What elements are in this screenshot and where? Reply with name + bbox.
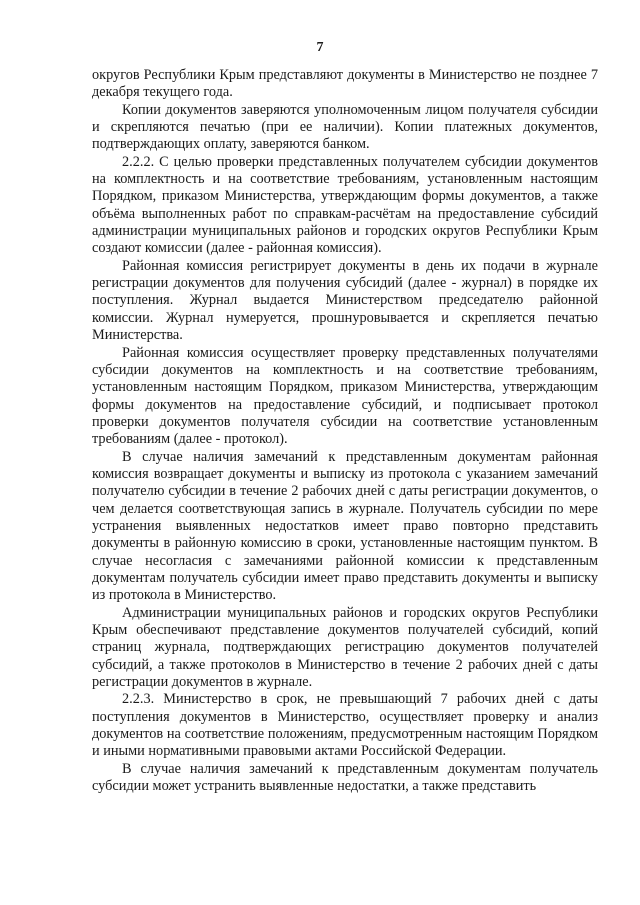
- paragraph: В случае наличия замечаний к представленным документам районная комиссия возвращает документы и выписку из протокола с указанием замечаний получателю субсидии в течение 2 рабочих дней с даты регистрации документов, о чем делается соответствующая запись в журнале. Получатель субсидии по мере устранения выявленных недостатков имеет право повторно представить документы в районную комиссию в сроки, установленные настоящим пунктом. В случае несогласия с замечаниями районной комиссии к представленным документам получатель субсидии имеет право представить документы и выписку из протокола в Министерство.: [92, 448, 598, 604]
- paragraph: 2.2.3. Министерство в срок, не превышающий 7 рабочих дней с даты поступления документов в Министерство, осуществляет проверку и анализ документов на соответствие положениям, предусмотренным настоящим Порядком и иными нормативными правовыми актами Российской Федерации.: [92, 691, 598, 760]
- page-number: 7: [316, 40, 324, 55]
- paragraph: В случае наличия замечаний к представленным документам получатель субсидии может устранить выявленные недостатки, а также представить: [92, 760, 598, 795]
- paragraph: Копии документов заверяются уполномоченным лицом получателя субсидии и скрепляются печатью (при ее наличии). Копии платежных документов, подтверждающих оплату, заверяются банком.: [92, 101, 598, 153]
- document-body: [92, 67, 598, 795]
- paragraph: 2.2.2. С целью проверки представленных получателем субсидии документов на комплектность и на соответствие требованиям, установленным настоящим Порядком, приказом Министерства, утверждающим формы документов, а также объёма выполненных работ по справкам-расчётам на предоставление субсидий администрации муниципальных районов и городских округов Республики Крым создают комиссии (далее - районная комиссия).: [92, 153, 598, 257]
- paragraph: Администрации муниципальных районов и городских округов Республики Крым обеспечивают представление документов получателей субсидий, копий страниц журнала, подтверждающих регистрацию документов получателей субсидий, а также протоколов в Министерство в течение 2 рабочих дней с даты регистрации документов в журнале.: [92, 604, 598, 691]
- paragraph: округов Республики Крым представляют документы в Министерство не позднее 7 декабря текущего года.: [92, 67, 598, 101]
- paragraph: Районная комиссия регистрирует документы в день их подачи в журнале регистрации документов для получения субсидий (далее - журнал) в порядке их поступления. Журнал выдается Министерством председателю районной комиссии. Журнал нумеруется, прошнуровывается и скрепляется печатью Министерства.: [92, 257, 598, 344]
- paragraph: Районная комиссия осуществляет проверку представленных получателями субсидии документов на комплектность и на соответствие требованиям, установленным настоящим Порядком, приказом Министерства, утверждающим формы документов на предоставление субсидий, и подписывает протокол проверки документов получателя субсидии на соответствие установленным требованиям (далее - протокол).: [92, 344, 598, 448]
